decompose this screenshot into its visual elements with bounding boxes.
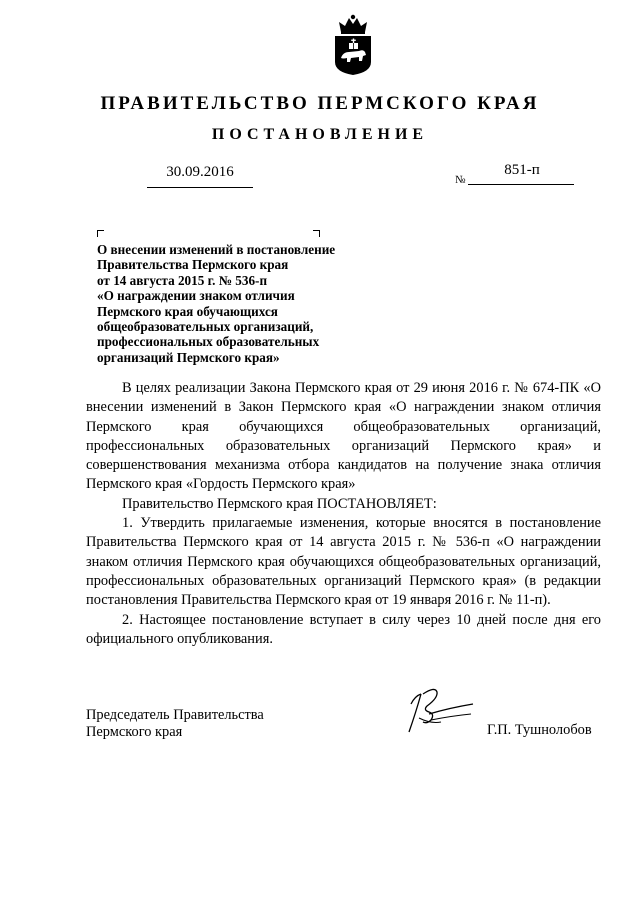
document-body: [86, 379, 601, 649]
signer-position-line-2: Пермского края: [86, 724, 183, 740]
document-number: 851-п: [504, 162, 540, 178]
subject-corner-right: [313, 230, 320, 237]
number-underline: [468, 184, 574, 185]
body-paragraph-preamble: В целях реализации Закона Пермского края от 29 июня 2016 г. № 674-ПК «О внесении изменений в Закон Пермского края «О награждении знаком отличия Пермского края обучающихся общеобразовательных организаций, профессиональных образовательных организаций Пермского края» и совершенствования механизма отбора кандидатов на получение знака отличия Пермского края «Гордость Пермского края»: [86, 380, 601, 493]
document-subject: [97, 242, 387, 365]
body-paragraph-item-2: 2. Настоящее постановление вступает в силу через 10 дней после дня его официального опубликования.: [86, 611, 601, 647]
subject-line: Правительства Пермского края: [97, 257, 289, 273]
signer-position: [86, 707, 264, 741]
number-label: №: [455, 174, 466, 186]
body-paragraph-resolves: Правительство Пермского края ПОСТАНОВЛЯЕТ:: [122, 495, 437, 512]
subject-corner-left: [97, 230, 104, 237]
subject-line: общеобразовательных организаций,: [97, 319, 314, 335]
subject-line: О внесении изменений в постановление: [97, 242, 336, 257]
body-paragraph-item-1: 1. Утвердить прилагаемые изменения, которые вносятся в постановление Правительства Пермского края от 14 августа 2015 г. № 536-п «О награждении знаком отличия Пермского края обучающихся общеобразовательных организаций, профессиональных образовательных организаций Пермского края» (в редакции постановления Правительства Пермского края от 19 января 2016 г. № 11-п).: [86, 515, 601, 609]
document-date: 30.09.2016: [166, 164, 234, 180]
date-underline: [147, 187, 253, 188]
handwritten-signature: [401, 684, 481, 736]
subject-line: Пермского края обучающихся: [97, 303, 278, 319]
subject-line: профессиональных образовательных: [97, 334, 320, 350]
subject-line: «О награждении знаком отличия: [97, 288, 295, 304]
perm-krai-coat-of-arms-icon: [331, 14, 375, 76]
subject-line: организаций Пермского края»: [97, 349, 280, 365]
signer-name: Г.П. Тушнолобов: [487, 722, 592, 738]
subject-line: от 14 августа 2015 г. № 536-п: [97, 272, 268, 288]
signer-position-line-1: Председатель Правительства: [86, 707, 264, 723]
government-title: ПРАВИТЕЛЬСТВО ПЕРМСКОГО КРАЯ: [100, 93, 540, 114]
document-type-title: ПОСТАНОВЛЕНИЕ: [211, 126, 429, 143]
